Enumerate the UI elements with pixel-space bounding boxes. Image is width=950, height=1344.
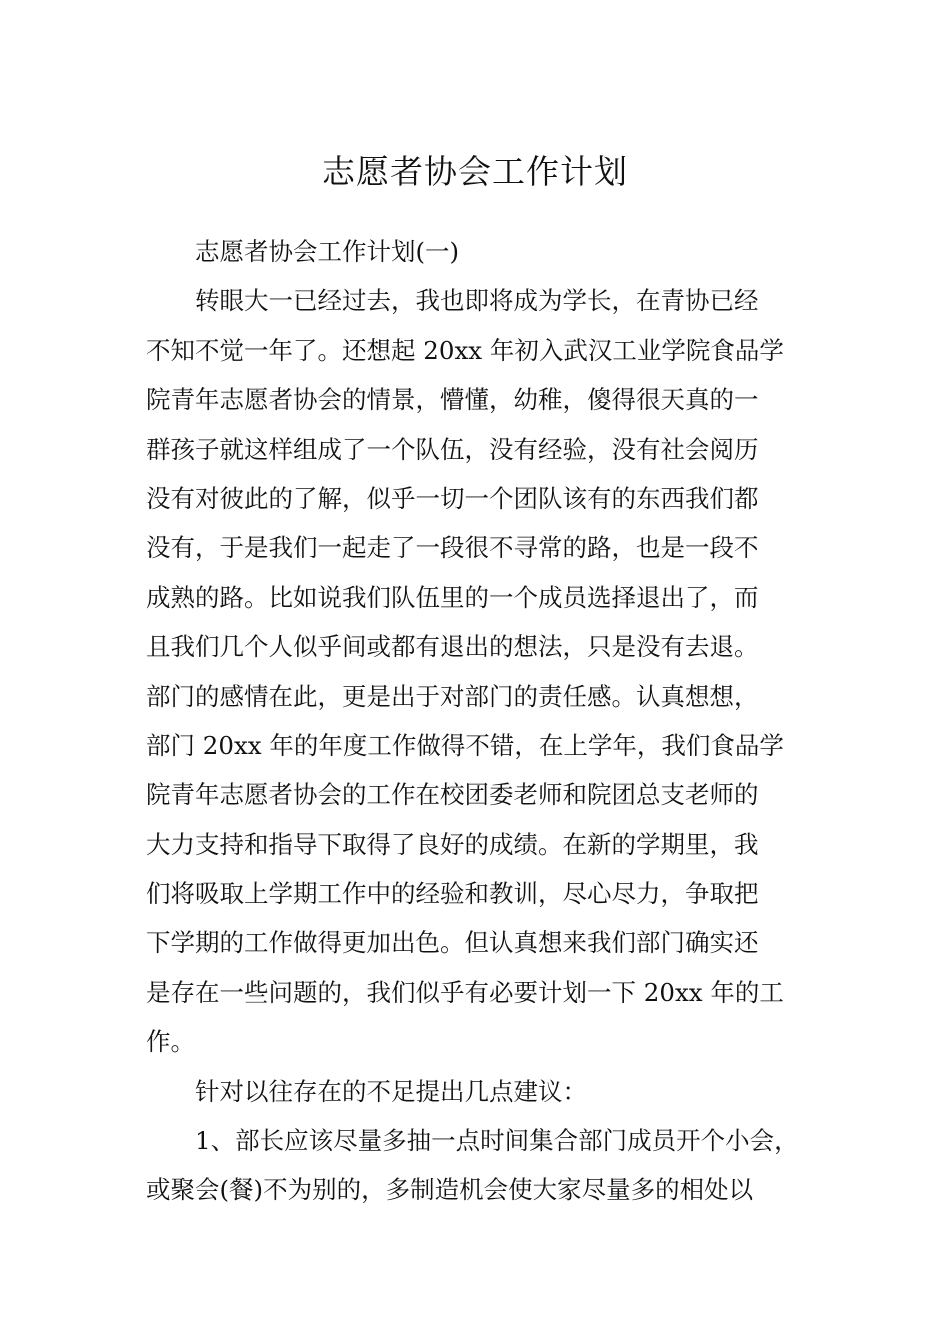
paragraph-line: 们将吸取上学期工作中的经验和教训，尽心尽力，争取把 — [146, 879, 759, 909]
paragraph-line: 大力支持和指导下取得了良好的成绩。在新的学期里，我 — [146, 829, 759, 859]
paragraph-line: 成熟的路。比如说我们队伍里的一个成员选择退出了，而 — [146, 582, 759, 612]
paragraph-line: 院青年志愿者协会的情景，懵懂，幼稚，傻得很天真的一 — [146, 385, 759, 415]
paragraph-line: 是存在一些问题的，我们似乎有必要计划一下 20xx 年的工 — [146, 977, 784, 1007]
paragraph-line: 没有，于是我们一起走了一段很不寻常的路，也是一段不 — [146, 533, 759, 563]
document-title: 志愿者协会工作计划 — [322, 152, 628, 192]
paragraph-line: 部门的感情在此，更是出于对部门的责任感。认真想想， — [146, 681, 759, 711]
paragraph-line: 下学期的工作做得更加出色。但认真想来我们部门确实还 — [146, 928, 759, 958]
list-item-line: 或聚会(餐)不为别的，多制造机会使大家尽量多的相处以 — [146, 1175, 754, 1205]
paragraph-line: 针对以往存在的不足提出几点建议： — [195, 1076, 587, 1106]
paragraph-line: 群孩子就这样组成了一个队伍，没有经验，没有社会阅历 — [146, 434, 759, 464]
paragraph-line: 不知不觉一年了。还想起 20xx 年初入武汉工业学院食品学 — [146, 335, 784, 365]
paragraph-line: 部门 20xx 年的年度工作做得不错，在上学年，我们食品学 — [146, 730, 784, 760]
list-item-line: 1、部长应该尽量多抽一点时间集合部门成员开个小会， — [195, 1126, 799, 1156]
paragraph-line: 没有对彼此的了解，似乎一切一个团队该有的东西我们都 — [146, 483, 759, 513]
section-heading: 志愿者协会工作计划(一) — [195, 237, 460, 266]
document-body — [146, 227, 810, 1215]
paragraph-line: 转眼大一已经过去，我也即将成为学长，在青协已经 — [195, 286, 759, 316]
paragraph-line: 作。 — [146, 1027, 195, 1057]
paragraph-line: 院青年志愿者协会的工作在校团委老师和院团总支老师的 — [146, 780, 759, 810]
paragraph-line: 且我们几个人似乎间或都有退出的想法，只是没有去退。 — [146, 632, 759, 662]
